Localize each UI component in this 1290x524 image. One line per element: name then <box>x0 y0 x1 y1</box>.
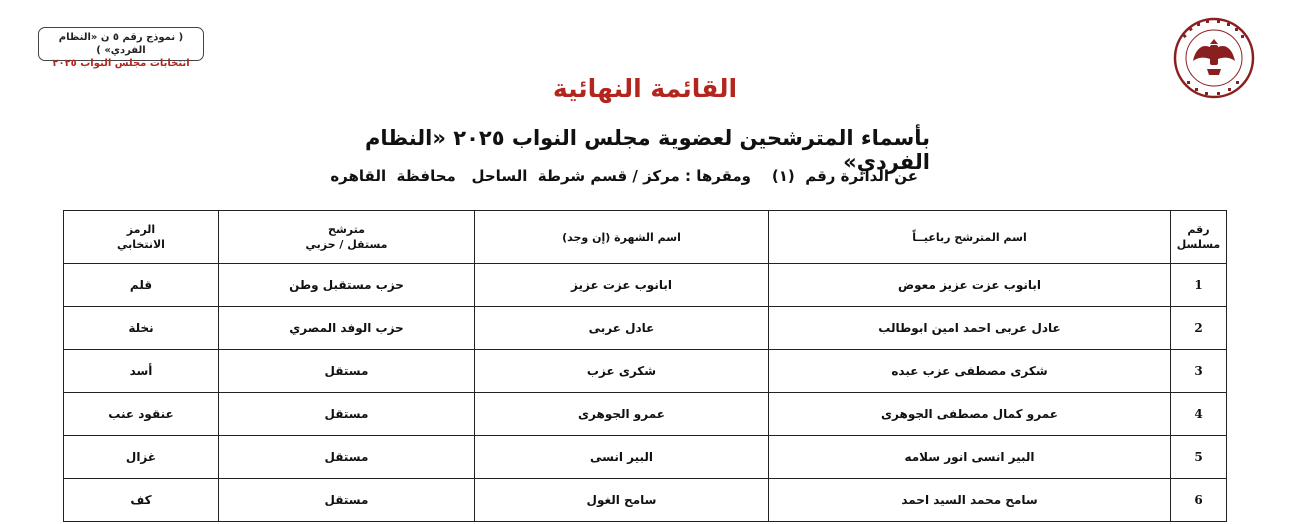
page-title: القائمة النهائية <box>552 74 738 103</box>
cell-symbol: أسد <box>64 350 219 393</box>
cell-symbol: كف <box>64 479 219 522</box>
cell-nickname: عمرو الجوهرى <box>475 393 769 436</box>
cell-affiliation: مستقل <box>219 479 475 522</box>
cell-full-name: عمرو كمال مصطفى الجوهرى <box>769 393 1171 436</box>
header-full-name: اسم المترشح رباعيــاً <box>769 211 1171 264</box>
cell-nickname: ابانوب عزت عزيز <box>475 264 769 307</box>
cell-symbol: قلم <box>64 264 219 307</box>
election-label: انتخابات مجلس النواب ٢٠٢٥ <box>52 58 190 69</box>
cell-serial: 3 <box>1171 350 1227 393</box>
form-number-badge <box>38 27 204 69</box>
form-number-label: ( نموذج رقم ٥ ن «النظام الفردي» ) <box>58 32 184 56</box>
cell-nickname: عادل عربى <box>475 307 769 350</box>
cell-affiliation: حزب الوفد المصري <box>219 307 475 350</box>
district-info: عن الدائرة رقم (١) ومقرها : مركز / قسم شرطة الساحل محافظة القاهره <box>330 167 918 185</box>
header-symbol: الرمز الانتخابي <box>64 211 219 264</box>
table-row <box>64 393 1227 436</box>
cell-affiliation: مستقل <box>219 350 475 393</box>
table-row <box>64 479 1227 522</box>
cell-serial: 2 <box>1171 307 1227 350</box>
cell-affiliation: مستقل <box>219 436 475 479</box>
cell-serial: 1 <box>1171 264 1227 307</box>
table-row <box>64 436 1227 479</box>
table-row <box>64 307 1227 350</box>
cell-full-name: سامح محمد السيد احمد <box>769 479 1171 522</box>
cell-affiliation: مستقل <box>219 393 475 436</box>
table-header-row <box>64 211 1227 264</box>
table-row <box>64 264 1227 307</box>
cell-serial: 4 <box>1171 393 1227 436</box>
cell-full-name: شكرى مصطفى عزب عبده <box>769 350 1171 393</box>
cell-serial: 6 <box>1171 479 1227 522</box>
cell-symbol: نخلة <box>64 307 219 350</box>
cell-full-name: البير انسى انور سلامه <box>769 436 1171 479</box>
cell-symbol: غزال <box>64 436 219 479</box>
candidates-table <box>63 210 1227 522</box>
cell-nickname: البير انسى <box>475 436 769 479</box>
cell-full-name: عادل عربى احمد امين ابوطالب <box>769 307 1171 350</box>
cell-nickname: شكرى عزب <box>475 350 769 393</box>
cell-affiliation: حزب مستقبل وطن <box>219 264 475 307</box>
table-row <box>64 350 1227 393</box>
cell-full-name: ابانوب عزت عزيز معوض <box>769 264 1171 307</box>
header-affiliation: مترشح مستقل / حزبي <box>219 211 475 264</box>
page-subtitle: بأسماء المترشحين لعضوية مجلس النواب ٢٠٢٥ «النظام الفردي» <box>364 126 930 174</box>
cell-nickname: سامح الغول <box>475 479 769 522</box>
header-nickname: اسم الشهرة (إن وجد) <box>475 211 769 264</box>
cell-symbol: عنقود عنب <box>64 393 219 436</box>
cell-serial: 5 <box>1171 436 1227 479</box>
header-serial: رقم مسلسل <box>1171 211 1227 264</box>
